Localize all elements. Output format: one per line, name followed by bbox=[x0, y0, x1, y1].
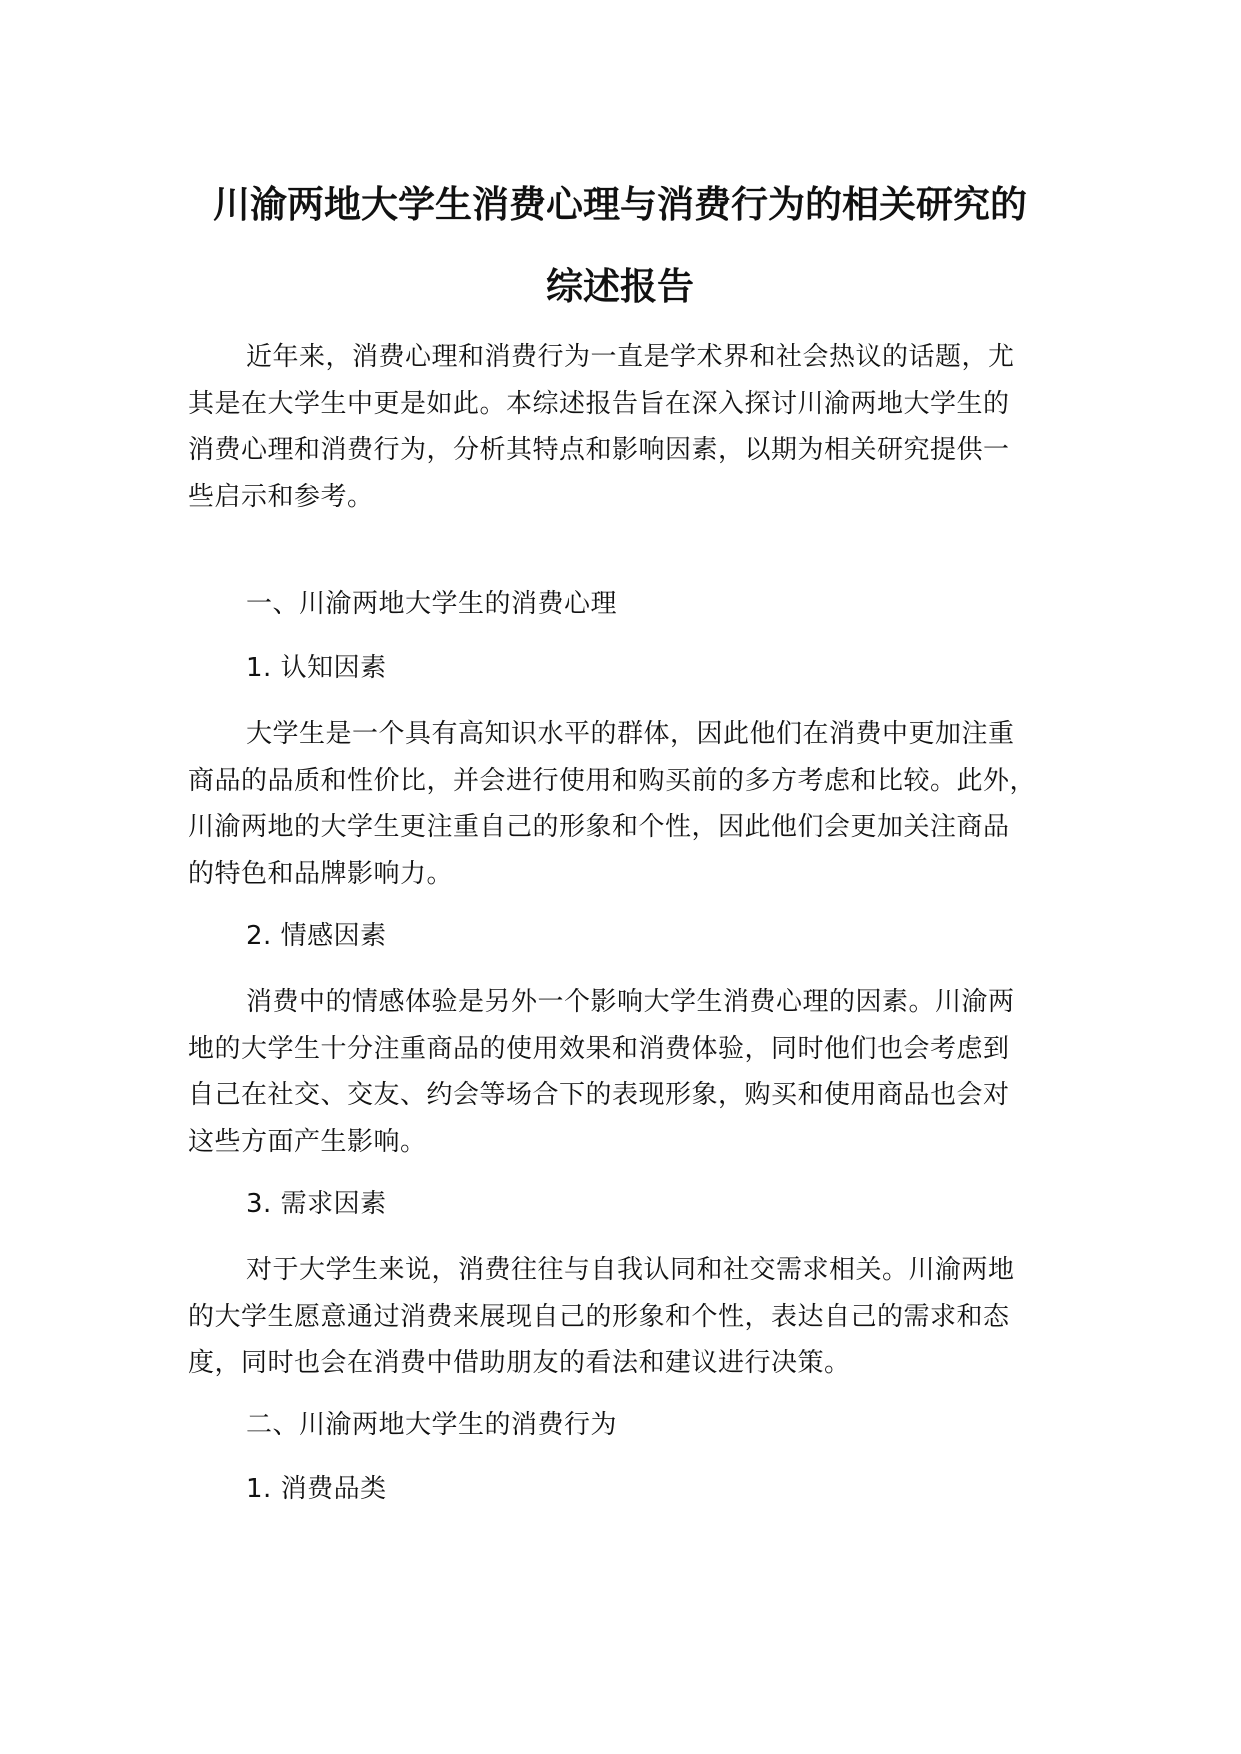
paragraph-line: 些启示和参考。 bbox=[188, 481, 374, 512]
paragraph-line: 近年来，消费心理和消费行为一直是学术界和社会热议的话题，尤 bbox=[246, 342, 1015, 372]
demand-factors-paragraph bbox=[188, 1247, 1088, 1387]
intro-paragraph bbox=[188, 334, 1088, 520]
paragraph-line: 消费中的情感体验是另外一个影响大学生消费心理的因素。川渝两 bbox=[246, 987, 1015, 1017]
paragraph-line: 的大学生愿意通过消费来展现自己的形象和个性，表达自己的需求和态 bbox=[188, 1301, 1010, 1332]
section-2-sub-1-heading: 1. 消费品类 bbox=[246, 1474, 387, 1504]
cognitive-factors-paragraph bbox=[188, 711, 1088, 897]
section-1-sub-2-heading: 2. 情感因素 bbox=[246, 921, 387, 951]
title-line-1: 川渝两地大学生消费心理与消费行为的相关研究的 bbox=[213, 183, 1027, 226]
paragraph-line: 这些方面产生影响。 bbox=[188, 1126, 427, 1157]
paragraph-line: 消费心理和消费行为，分析其特点和影响因素，以期为相关研究提供一 bbox=[188, 435, 1010, 465]
title-line-2: 综述报告 bbox=[546, 265, 694, 308]
section-1-heading: 一、川渝两地大学生的消费心理 bbox=[246, 589, 618, 619]
section-1-sub-3-heading: 3. 需求因素 bbox=[246, 1189, 387, 1219]
paragraph-line: 大学生是一个具有高知识水平的群体，因此他们在消费中更加注重 bbox=[246, 719, 1015, 749]
paragraph-line: 度，同时也会在消费中借助朋友的看法和建议进行决策。 bbox=[188, 1348, 851, 1378]
paragraph-line: 自己在社交、交友、约会等场合下的表现形象，购买和使用商品也会对 bbox=[188, 1080, 1010, 1110]
paragraph-line: 地的大学生十分注重商品的使用效果和消费体验，同时他们也会考虑到 bbox=[188, 1033, 1010, 1064]
paragraph-line: 川渝两地的大学生更注重自己的形象和个性，因此他们会更加关注商品 bbox=[188, 812, 1010, 842]
paragraph-line: 商品的品质和性价比，并会进行使用和购买前的多方考虑和比较。此外， bbox=[188, 765, 1037, 796]
paragraph-line: 其是在大学生中更是如此。本综述报告旨在深入探讨川渝两地大学生的 bbox=[188, 388, 1010, 419]
section-1-sub-1-heading: 1. 认知因素 bbox=[246, 653, 387, 683]
emotional-factors-paragraph bbox=[188, 979, 1088, 1165]
section-2-heading: 二、川渝两地大学生的消费行为 bbox=[246, 1410, 618, 1440]
paragraph-line: 的特色和品牌影响力。 bbox=[188, 858, 454, 889]
paragraph-line: 对于大学生来说，消费往往与自我认同和社交需求相关。川渝两地 bbox=[246, 1255, 1015, 1285]
